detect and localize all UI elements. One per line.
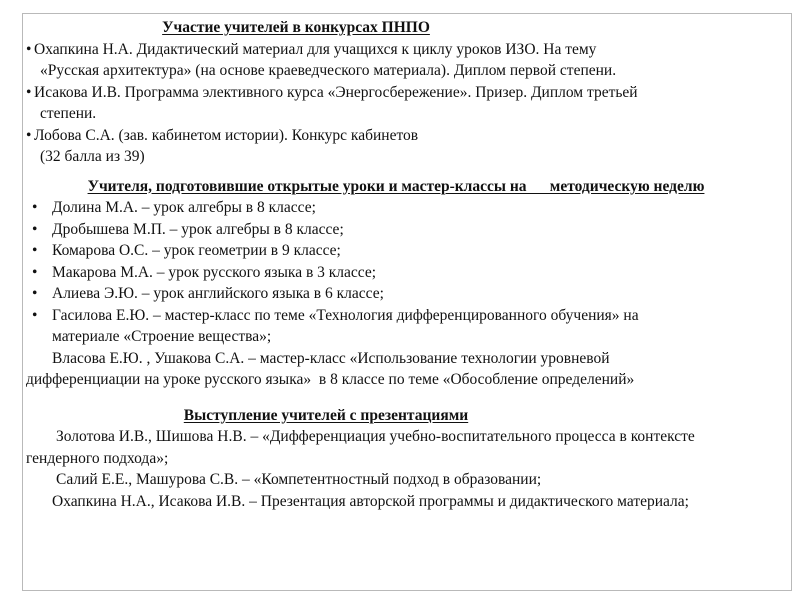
bullet-icon: •: [32, 199, 38, 216]
paragraph-line: Золотова И.В., Шишова Н.В. – «Дифференциация учебно-воспитательного процесса в контексте: [56, 428, 695, 445]
list-item-line: Исакова И.В. Программа элективного курса «Энергосбережение». Призер. Диплом третьей: [34, 83, 638, 101]
bullet-icon: •: [32, 285, 38, 302]
list-item: [26, 262, 792, 284]
section-title-presentations: Выступление учителей с презентациями: [183, 406, 469, 424]
list-item: [26, 39, 792, 61]
section-title-contests: Участие учителей в конкурсах ПНПО: [162, 19, 430, 36]
section-title-open-lessons: Учителя, подготовившие открытые уроки и мастер-классы на методическую неделю: [87, 177, 705, 195]
list-item-line: степени.: [40, 105, 97, 122]
paragraph-line: Власова Е.Ю. , Ушакова С.А. – мастер-класс «Использование технологии уровневой: [52, 349, 610, 367]
list-item-line: материале «Строение вещества»;: [52, 328, 272, 345]
list-item: [26, 197, 792, 219]
slide-content: [26, 17, 792, 512]
list-item-text: Макарова М.А. – урок русского языка в 3 классе;: [52, 263, 377, 281]
bullet-icon: •: [26, 40, 32, 58]
list-item-text: Комарова О.С. – урок геометрии в 9 классе;: [52, 242, 341, 259]
list-item-text: Дробышева М.П. – урок алгебры в 8 классе;: [52, 220, 344, 238]
bullet-icon: •: [26, 126, 32, 144]
list-item: [26, 82, 792, 104]
list-item-text: Долина М.А. – урок алгебры в 8 классе;: [52, 199, 316, 216]
bullet-icon: •: [32, 306, 38, 324]
list-item-line: «Русская архитектура» (на основе краеведческого материала). Диплом первой степени.: [40, 62, 617, 79]
list-item-line: Охапкина Н.А. Дидактический материал для учащихся к циклу уроков ИЗО. На тему: [34, 40, 597, 58]
bullet-icon: •: [32, 220, 38, 238]
list-item-text: Гасилова Е.Ю. – мастер-класс по теме «Технология дифференцированного обучения» на: [52, 306, 639, 324]
paragraph-line: Охапкина Н.А., Исакова И.В. – Презентация авторской программы и дидактического материала;: [52, 492, 689, 510]
list-item-text: Алиева Э.Ю. – урок английского языка в 6 классе;: [52, 285, 384, 302]
paragraph-line: Салий Е.Е., Машурова С.В. – «Компетентностный подход в образовании;: [56, 471, 542, 488]
bullet-icon: •: [32, 242, 38, 259]
bullet-icon: •: [26, 83, 32, 101]
list-item-line: Лобова С.А. (зав. кабинетом истории). Конкурс кабинетов: [34, 126, 419, 144]
paragraph-line: дифференциации на уроке русского языка» в 8 классе по теме «Обособление определений»: [26, 371, 635, 388]
paragraph-line: гендерного подхода»;: [26, 449, 169, 467]
list-item: [26, 305, 792, 327]
list-item: [26, 219, 792, 241]
list-item-line: (32 балла из 39): [40, 148, 145, 165]
list-item: [26, 125, 792, 147]
list-item: [26, 283, 792, 305]
bullet-icon: •: [32, 263, 38, 281]
list-item: [26, 240, 792, 262]
